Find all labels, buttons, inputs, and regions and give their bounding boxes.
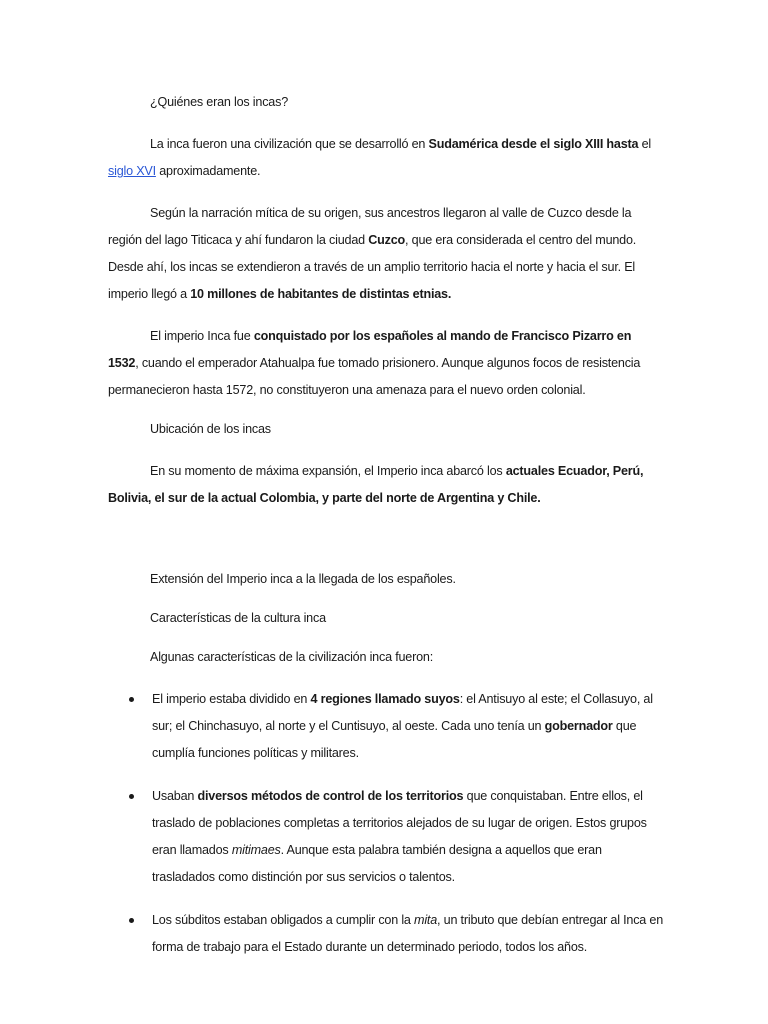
text-span: : el Antisuyo al este; el Collasuyo, al sur; el Chinchasuyo, al norte y el Cuntisuyo, al oeste. Cada uno tenía un <box>152 692 653 733</box>
text-span: , un tributo que debían entregar al Inca en forma de trabajo para el Estado durante un determinado periodo, todos los años. <box>152 913 663 954</box>
text-span: que conquistaban. Entre ellos, el traslado de poblaciones completas a territorios alejados de su lugar de origen. Estos grupos eran llamados <box>152 789 647 857</box>
text-span: que cumplía funciones políticas y militares. <box>152 719 637 760</box>
list-intro: Algunas características de la civilización inca fueron: <box>150 650 433 664</box>
bold-text: gobernador <box>544 719 613 733</box>
bold-text: 10 millones de habitantes de distintas etnias. <box>190 287 452 301</box>
bullet-icon <box>129 794 134 799</box>
characteristics-list <box>108 686 664 961</box>
text-span: En su momento de máxima expansión, el Imperio inca abarcó los <box>150 464 506 478</box>
list-item <box>108 686 664 767</box>
list-item <box>108 783 664 891</box>
list-item <box>108 907 664 961</box>
text-span: aproximadamente. <box>155 164 261 178</box>
bold-text: Sudamérica desde el siglo XIII hasta <box>428 137 639 151</box>
bold-text: conquistado por los españoles al mando de Francisco Pizarro en 1532 <box>108 329 632 370</box>
text-span: el <box>638 137 652 151</box>
bullet-icon <box>129 918 134 923</box>
paragraph-expansion <box>108 458 664 512</box>
text-span: El imperio Inca fue <box>150 329 254 343</box>
bold-text: 4 regiones llamado suyos <box>310 692 460 706</box>
document-page <box>108 92 664 977</box>
bullet-icon <box>129 697 134 702</box>
text-span: . Aunque esta palabra también designa a aquellos que eran trasladados como distinción por sus servicios o talentos. <box>152 843 602 884</box>
paragraph-conquest <box>108 323 664 404</box>
text-span: El imperio estaba dividido en <box>152 692 311 706</box>
text-span: Usaban <box>152 789 198 803</box>
text-span: Los súbditos estaban obligados a cumplir con la <box>152 913 415 927</box>
section-title-quienes: ¿Quiénes eran los incas? <box>150 95 289 109</box>
paragraph-origin-dates <box>108 131 664 185</box>
paragraph-mythic-origin <box>108 200 664 308</box>
text-span: , que era considerada el centro del mundo. Desde ahí, los incas se extendieron a través de un amplio territorio hacia el norte y hacia el sur. El imperio llegó a <box>108 233 637 301</box>
bold-text: Cuzco <box>368 233 406 247</box>
italic-text: mitimaes <box>231 843 281 857</box>
image-caption: Extensión del Imperio inca a la llegada de los españoles. <box>150 572 456 586</box>
bold-text: diversos métodos de control de los territorios <box>197 789 464 803</box>
section-title-caracteristicas: Características de la cultura inca <box>150 611 326 625</box>
text-span: La inca fueron una civilización que se desarrolló en <box>150 137 429 151</box>
siglo-xvi-link[interactable]: siglo XVI <box>108 164 156 178</box>
italic-text: mita <box>414 913 438 927</box>
section-title-ubicacion: Ubicación de los incas <box>150 422 271 436</box>
spacer <box>108 527 664 569</box>
bold-text: actuales Ecuador, Perú, Bolivia, el sur de la actual Colombia, y parte del norte de Argentina y Chile. <box>108 464 644 505</box>
text-span: , cuando el emperador Atahualpa fue tomado prisionero. Aunque algunos focos de resistencia permanecieron hasta 1572, no constituyeron una amenaza para el nuevo orden colonial. <box>108 356 641 397</box>
text-span: Según la narración mítica de su origen, sus ancestros llegaron al valle de Cuzco desde la región del lago Titicaca y ahí fundaron la ciudad <box>108 206 632 247</box>
